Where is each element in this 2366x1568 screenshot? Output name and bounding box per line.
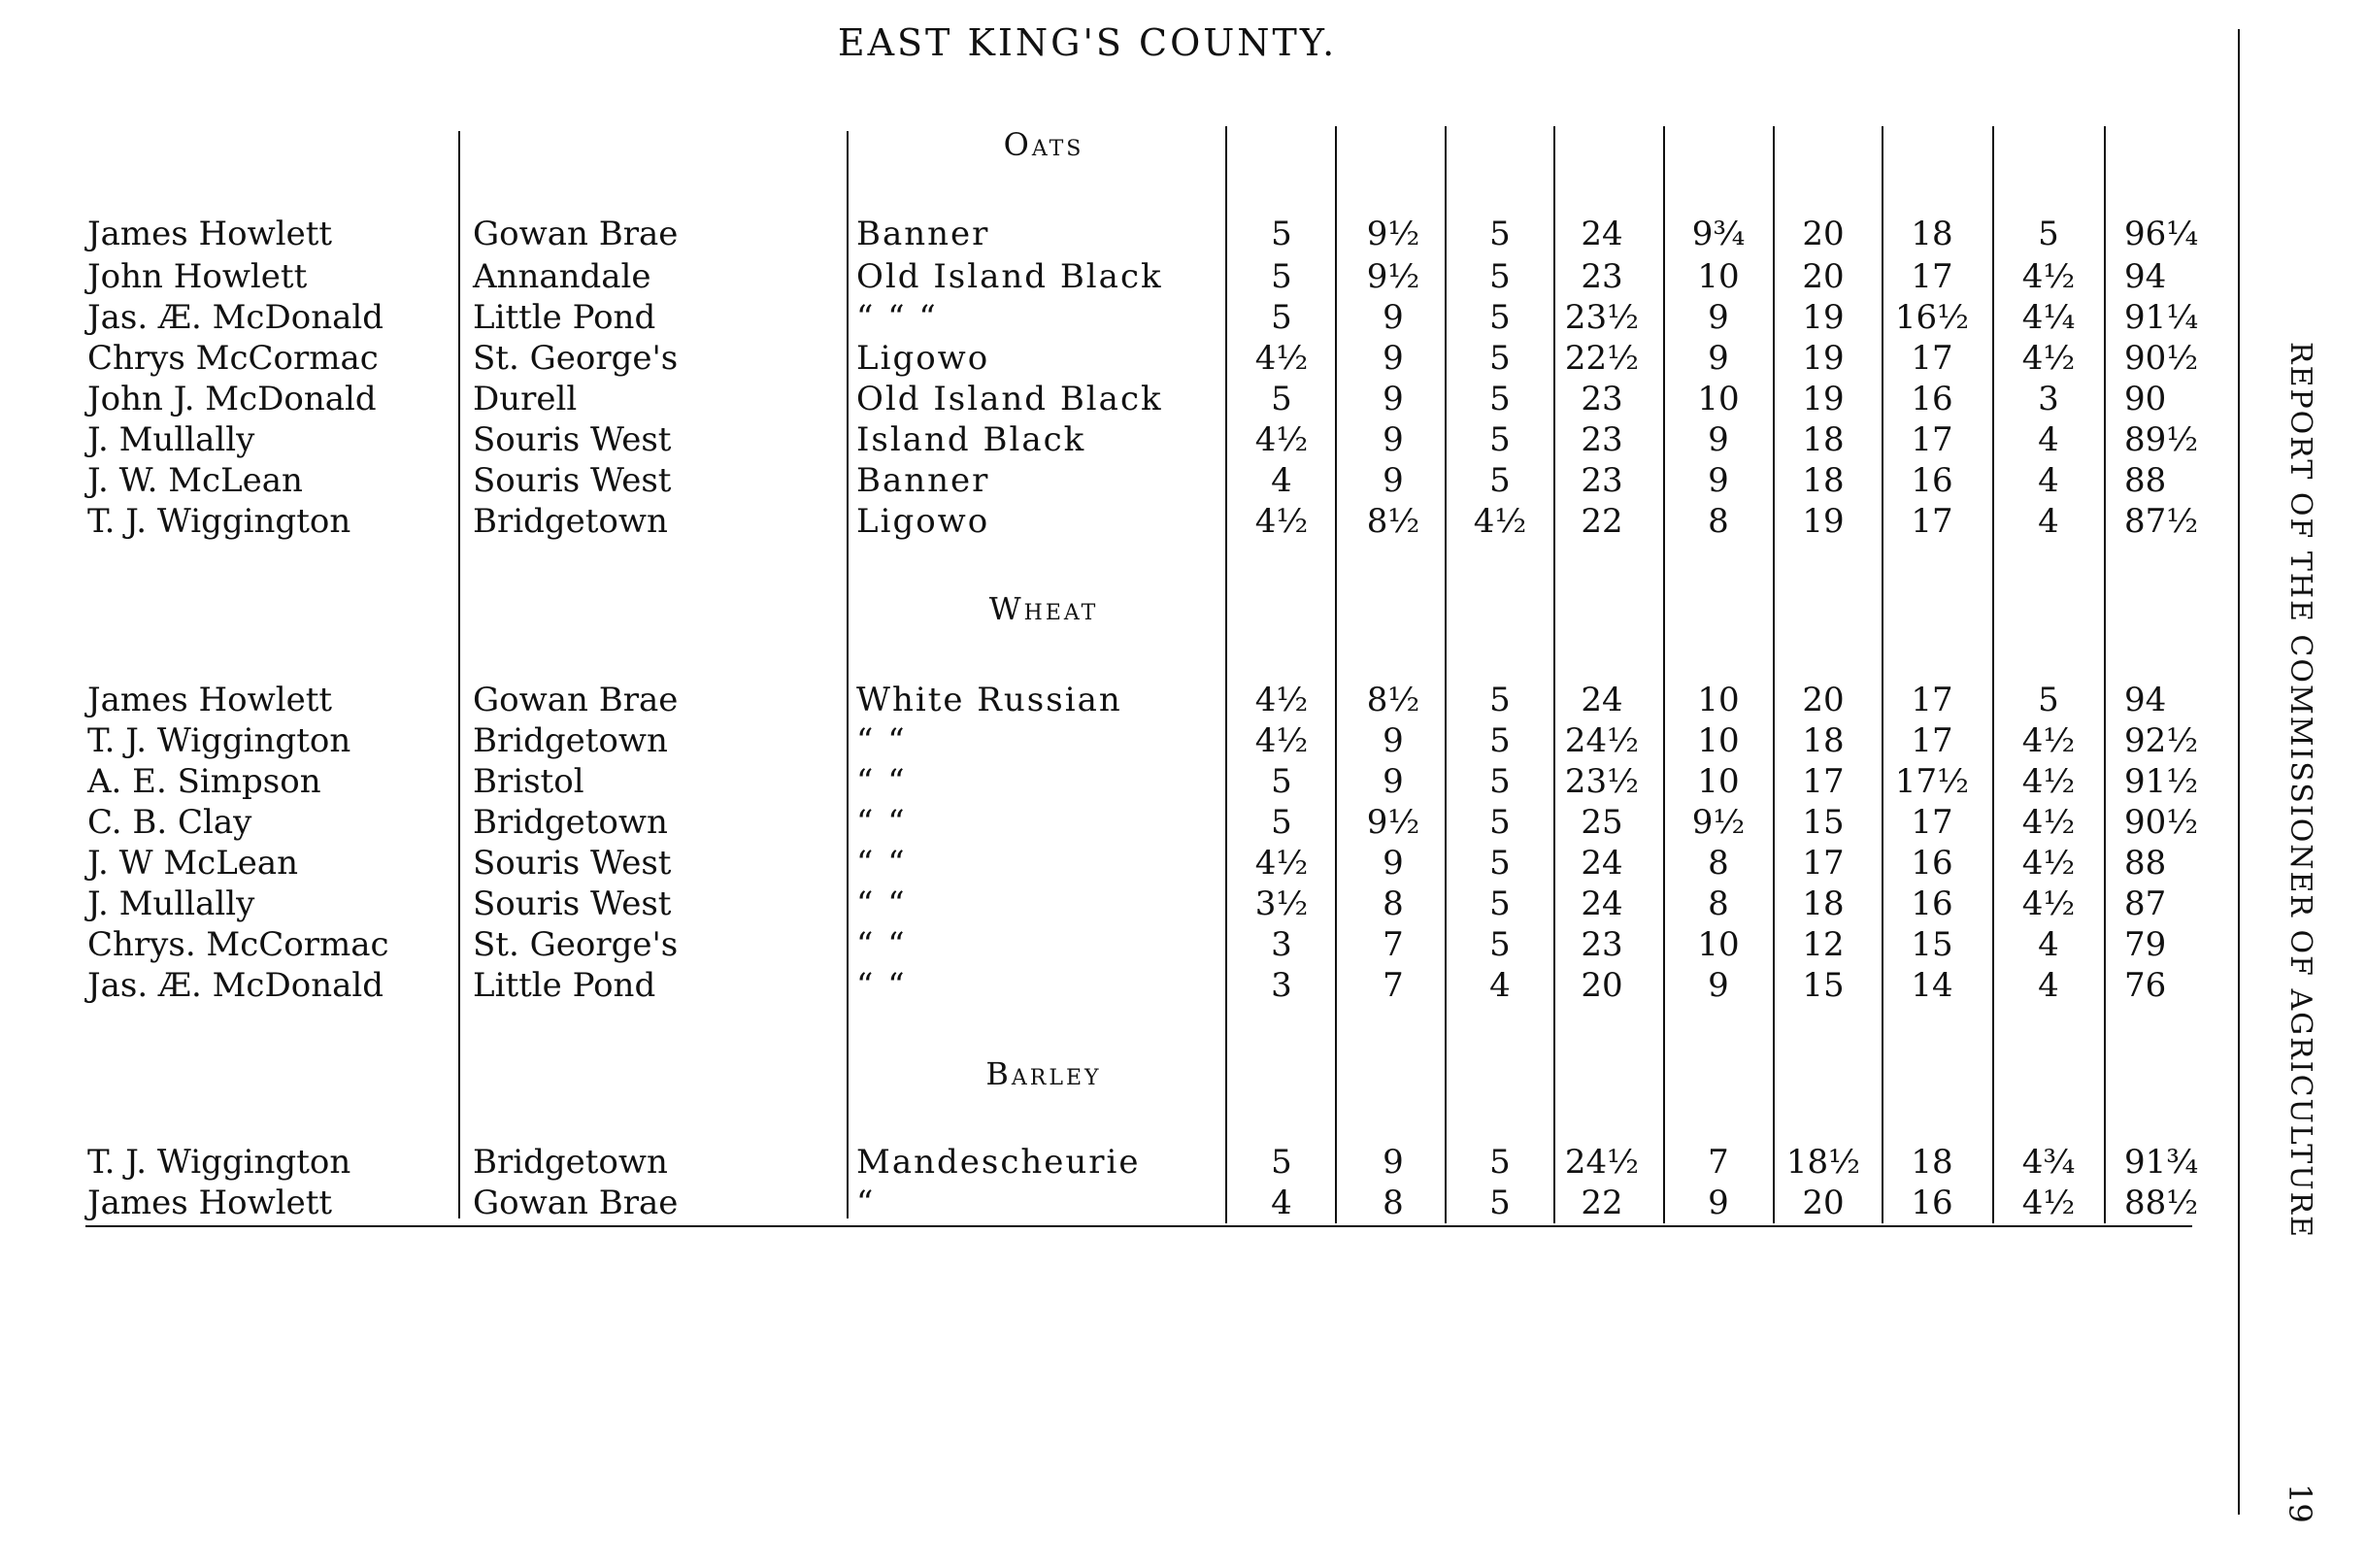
locality: Bristol bbox=[473, 762, 584, 801]
locality: Durell bbox=[473, 380, 578, 418]
farmer-name: John J. McDonald bbox=[87, 380, 377, 418]
total-score: 87½ bbox=[2124, 502, 2199, 541]
total-score: 76 bbox=[2124, 966, 2167, 1005]
score-6: 20 bbox=[1802, 215, 1845, 253]
table-row bbox=[0, 1142, 2233, 1183]
table-row bbox=[0, 884, 2233, 924]
total-score: 79 bbox=[2124, 925, 2167, 964]
score-2: 9 bbox=[1383, 721, 1404, 760]
score-2: 9 bbox=[1383, 844, 1404, 883]
score-2: 8½ bbox=[1366, 502, 1420, 541]
score-1: 5 bbox=[1271, 257, 1292, 296]
score-6: 18 bbox=[1802, 884, 1845, 923]
score-8: 4 bbox=[2038, 966, 2059, 1005]
locality: Gowan Brae bbox=[473, 681, 679, 719]
score-4: 24 bbox=[1581, 884, 1623, 923]
variety: “ “ bbox=[856, 966, 907, 1005]
locality: Gowan Brae bbox=[473, 215, 679, 253]
score-5: 9 bbox=[1708, 966, 1729, 1005]
farmer-name: James Howlett bbox=[87, 1184, 333, 1222]
score-4: 24 bbox=[1581, 681, 1623, 719]
score-6: 12 bbox=[1802, 925, 1845, 964]
score-7: 16 bbox=[1911, 884, 1953, 923]
farmer-name: T. J. Wiggington bbox=[87, 1143, 351, 1182]
locality: Little Pond bbox=[473, 298, 656, 337]
variety: Island Black bbox=[856, 420, 1086, 459]
locality: Souris West bbox=[473, 420, 672, 459]
score-1: 3 bbox=[1271, 925, 1292, 964]
variety: Old Island Black bbox=[856, 257, 1163, 296]
variety: Banner bbox=[856, 461, 990, 500]
table-row bbox=[0, 419, 2233, 460]
total-score: 88 bbox=[2124, 844, 2167, 883]
table-row bbox=[0, 256, 2233, 297]
score-1: 5 bbox=[1271, 803, 1292, 842]
total-score: 91½ bbox=[2124, 762, 2199, 801]
score-7: 18 bbox=[1911, 1143, 1953, 1182]
score-7: 18 bbox=[1911, 215, 1953, 253]
farmer-name: Chrys McCormac bbox=[87, 339, 379, 378]
score-6: 20 bbox=[1802, 257, 1845, 296]
score-1: 3 bbox=[1271, 966, 1292, 1005]
score-3: 5 bbox=[1489, 925, 1511, 964]
farmer-name: T. J. Wiggington bbox=[87, 502, 351, 541]
locality: Gowan Brae bbox=[473, 1184, 679, 1222]
score-4: 24 bbox=[1581, 844, 1623, 883]
total-score: 94 bbox=[2124, 257, 2167, 296]
total-score: 92½ bbox=[2124, 721, 2199, 760]
table-row bbox=[0, 379, 2233, 419]
farmer-name: John Howlett bbox=[87, 257, 308, 296]
total-score: 94 bbox=[2124, 681, 2167, 719]
table-row bbox=[0, 1183, 2233, 1223]
score-5: 9 bbox=[1708, 1184, 1729, 1222]
score-7: 17 bbox=[1911, 721, 1953, 760]
score-2: 9 bbox=[1383, 762, 1404, 801]
locality: Annandale bbox=[473, 257, 651, 296]
table-row bbox=[0, 965, 2233, 1006]
locality: St. George's bbox=[473, 339, 679, 378]
score-8: 4 bbox=[2038, 420, 2059, 459]
page-number: 19 bbox=[2282, 1484, 2318, 1523]
score-6: 18 bbox=[1802, 721, 1845, 760]
farmer-name: James Howlett bbox=[87, 681, 333, 719]
score-8: 4 bbox=[2038, 925, 2059, 964]
score-1: 4 bbox=[1271, 1184, 1292, 1222]
score-2: 7 bbox=[1383, 966, 1404, 1005]
score-5: 9 bbox=[1708, 298, 1729, 337]
section-heading-barley: Barley bbox=[985, 1055, 1102, 1092]
score-7: 17 bbox=[1911, 257, 1953, 296]
score-3: 5 bbox=[1489, 298, 1511, 337]
total-score: 91¼ bbox=[2124, 298, 2199, 337]
score-1: 5 bbox=[1271, 762, 1292, 801]
score-4: 23 bbox=[1581, 461, 1623, 500]
score-5: 10 bbox=[1697, 721, 1740, 760]
score-2: 7 bbox=[1383, 925, 1404, 964]
score-7: 17 bbox=[1911, 420, 1953, 459]
score-1: 5 bbox=[1271, 1143, 1292, 1182]
score-8: 4½ bbox=[2021, 844, 2076, 883]
score-6: 19 bbox=[1802, 380, 1845, 418]
score-3: 4 bbox=[1489, 966, 1511, 1005]
score-1: 4½ bbox=[1254, 339, 1309, 378]
score-5: 7 bbox=[1708, 1143, 1729, 1182]
score-4: 23 bbox=[1581, 420, 1623, 459]
score-2: 9½ bbox=[1366, 215, 1420, 253]
table-row bbox=[0, 802, 2233, 843]
score-6: 20 bbox=[1802, 1184, 1845, 1222]
variety: Banner bbox=[856, 215, 990, 253]
score-5: 8 bbox=[1708, 844, 1729, 883]
variety: Ligowo bbox=[856, 502, 990, 541]
score-5: 9½ bbox=[1691, 803, 1746, 842]
score-4: 25 bbox=[1581, 803, 1623, 842]
score-7: 16 bbox=[1911, 1184, 1953, 1222]
score-7: 16 bbox=[1911, 461, 1953, 500]
running-head: REPORT OF THE COMMISSIONER OF AGRICULTURE bbox=[2283, 342, 2317, 1240]
score-2: 9 bbox=[1383, 420, 1404, 459]
score-2: 9 bbox=[1383, 1143, 1404, 1182]
score-8: 4½ bbox=[2021, 884, 2076, 923]
table-row bbox=[0, 924, 2233, 965]
score-1: 4½ bbox=[1254, 844, 1309, 883]
locality: Souris West bbox=[473, 461, 672, 500]
table-row bbox=[0, 843, 2233, 884]
score-7: 16 bbox=[1911, 380, 1953, 418]
score-8: 4 bbox=[2038, 502, 2059, 541]
variety: “ “ bbox=[856, 925, 907, 964]
score-2: 9 bbox=[1383, 298, 1404, 337]
score-8: 5 bbox=[2038, 681, 2059, 719]
score-7: 17½ bbox=[1894, 762, 1970, 801]
score-5: 10 bbox=[1697, 681, 1740, 719]
locality: Souris West bbox=[473, 884, 672, 923]
table-row bbox=[0, 720, 2233, 761]
score-3: 5 bbox=[1489, 844, 1511, 883]
variety: “ “ bbox=[856, 844, 907, 883]
score-7: 16½ bbox=[1894, 298, 1970, 337]
score-3: 5 bbox=[1489, 215, 1511, 253]
score-8: 4½ bbox=[2021, 339, 2076, 378]
variety: “ “ bbox=[856, 803, 907, 842]
table-row bbox=[0, 761, 2233, 802]
score-5: 9¾ bbox=[1691, 215, 1746, 253]
score-5: 9 bbox=[1708, 339, 1729, 378]
farmer-name: Chrys. McCormac bbox=[87, 925, 389, 964]
farmer-name: T. J. Wiggington bbox=[87, 721, 351, 760]
variety: Old Island Black bbox=[856, 380, 1163, 418]
score-3: 5 bbox=[1489, 380, 1511, 418]
score-6: 19 bbox=[1802, 502, 1845, 541]
locality: Bridgetown bbox=[473, 803, 668, 842]
farmer-name: Jas. Æ. McDonald bbox=[87, 966, 384, 1005]
score-6: 15 bbox=[1802, 803, 1845, 842]
score-2: 9 bbox=[1383, 461, 1404, 500]
score-3: 5 bbox=[1489, 721, 1511, 760]
farmer-name: Jas. Æ. McDonald bbox=[87, 298, 384, 337]
variety: “ “ “ bbox=[856, 298, 938, 337]
score-3: 5 bbox=[1489, 681, 1511, 719]
score-7: 15 bbox=[1911, 925, 1953, 964]
score-2: 9½ bbox=[1366, 803, 1420, 842]
score-5: 10 bbox=[1697, 925, 1740, 964]
score-3: 5 bbox=[1489, 339, 1511, 378]
farmer-name: J. W. McLean bbox=[87, 461, 303, 500]
total-score: 89½ bbox=[2124, 420, 2199, 459]
score-3: 5 bbox=[1489, 257, 1511, 296]
score-4: 24½ bbox=[1564, 1143, 1640, 1182]
score-1: 5 bbox=[1271, 298, 1292, 337]
page-title: EAST KING'S COUNTY. bbox=[837, 21, 1338, 64]
score-6: 19 bbox=[1802, 298, 1845, 337]
score-6: 20 bbox=[1802, 681, 1845, 719]
table-row bbox=[0, 297, 2233, 338]
score-4: 23½ bbox=[1564, 762, 1640, 801]
score-4: 24 bbox=[1581, 215, 1623, 253]
score-8: 4½ bbox=[2021, 721, 2076, 760]
score-3: 5 bbox=[1489, 762, 1511, 801]
score-7: 16 bbox=[1911, 844, 1953, 883]
locality: Bridgetown bbox=[473, 1143, 668, 1182]
table-row bbox=[0, 501, 2233, 542]
score-7: 17 bbox=[1911, 803, 1953, 842]
score-8: 4½ bbox=[2021, 1184, 2076, 1222]
score-4: 22½ bbox=[1564, 339, 1640, 378]
score-5: 10 bbox=[1697, 762, 1740, 801]
farmer-name: C. B. Clay bbox=[87, 803, 252, 842]
total-score: 91¾ bbox=[2124, 1143, 2199, 1182]
score-2: 8½ bbox=[1366, 681, 1420, 719]
score-6: 18½ bbox=[1785, 1143, 1861, 1182]
score-2: 9 bbox=[1383, 339, 1404, 378]
locality: Bridgetown bbox=[473, 502, 668, 541]
score-7: 14 bbox=[1911, 966, 1953, 1005]
variety: Ligowo bbox=[856, 339, 990, 378]
score-1: 4½ bbox=[1254, 502, 1309, 541]
score-5: 9 bbox=[1708, 461, 1729, 500]
score-7: 17 bbox=[1911, 681, 1953, 719]
score-7: 17 bbox=[1911, 502, 1953, 541]
variety: “ “ bbox=[856, 721, 907, 760]
score-2: 9 bbox=[1383, 380, 1404, 418]
score-3: 5 bbox=[1489, 884, 1511, 923]
score-2: 9½ bbox=[1366, 257, 1420, 296]
score-7: 17 bbox=[1911, 339, 1953, 378]
total-score: 88 bbox=[2124, 461, 2167, 500]
total-score: 96¼ bbox=[2124, 215, 2199, 253]
score-6: 18 bbox=[1802, 461, 1845, 500]
total-score: 90½ bbox=[2124, 803, 2199, 842]
score-8: 4¼ bbox=[2021, 298, 2076, 337]
total-score: 87 bbox=[2124, 884, 2167, 923]
variety: “ bbox=[856, 1184, 876, 1222]
section-heading-oats: Oats bbox=[1003, 126, 1084, 163]
score-1: 5 bbox=[1271, 215, 1292, 253]
farmer-name: J. W McLean bbox=[87, 844, 299, 883]
score-5: 10 bbox=[1697, 380, 1740, 418]
score-4: 23 bbox=[1581, 925, 1623, 964]
variety: “ “ bbox=[856, 884, 907, 923]
score-6: 17 bbox=[1802, 844, 1845, 883]
farmer-name: J. Mullally bbox=[87, 420, 255, 459]
score-1: 5 bbox=[1271, 380, 1292, 418]
score-3: 4½ bbox=[1473, 502, 1527, 541]
locality: St. George's bbox=[473, 925, 679, 964]
variety: White Russian bbox=[856, 681, 1122, 719]
score-4: 23 bbox=[1581, 380, 1623, 418]
variety: “ “ bbox=[856, 762, 907, 801]
score-5: 9 bbox=[1708, 420, 1729, 459]
score-4: 22 bbox=[1581, 502, 1623, 541]
score-2: 8 bbox=[1383, 1184, 1404, 1222]
score-8: 4½ bbox=[2021, 803, 2076, 842]
score-5: 8 bbox=[1708, 884, 1729, 923]
table-row bbox=[0, 460, 2233, 501]
score-4: 22 bbox=[1581, 1184, 1623, 1222]
score-4: 23 bbox=[1581, 257, 1623, 296]
score-3: 5 bbox=[1489, 1184, 1511, 1222]
score-4: 20 bbox=[1581, 966, 1623, 1005]
score-6: 15 bbox=[1802, 966, 1845, 1005]
score-6: 19 bbox=[1802, 339, 1845, 378]
score-3: 5 bbox=[1489, 420, 1511, 459]
variety: Mandescheurie bbox=[856, 1143, 1141, 1182]
score-8: 4¾ bbox=[2021, 1143, 2076, 1182]
table-row bbox=[0, 338, 2233, 379]
score-2: 8 bbox=[1383, 884, 1404, 923]
table-row bbox=[0, 214, 2233, 254]
score-1: 3½ bbox=[1254, 884, 1309, 923]
score-1: 4½ bbox=[1254, 681, 1309, 719]
locality: Bridgetown bbox=[473, 721, 668, 760]
total-score: 88½ bbox=[2124, 1184, 2199, 1222]
score-6: 18 bbox=[1802, 420, 1845, 459]
total-score: 90 bbox=[2124, 380, 2167, 418]
farmer-name: James Howlett bbox=[87, 215, 333, 253]
score-1: 4½ bbox=[1254, 721, 1309, 760]
score-3: 5 bbox=[1489, 1143, 1511, 1182]
score-4: 24½ bbox=[1564, 721, 1640, 760]
locality: Little Pond bbox=[473, 966, 656, 1005]
score-8: 4 bbox=[2038, 461, 2059, 500]
score-6: 17 bbox=[1802, 762, 1845, 801]
score-5: 8 bbox=[1708, 502, 1729, 541]
farmer-name: A. E. Simpson bbox=[87, 762, 321, 801]
score-8: 4½ bbox=[2021, 762, 2076, 801]
margin-rule bbox=[2238, 29, 2240, 1515]
score-4: 23½ bbox=[1564, 298, 1640, 337]
section-heading-wheat: Wheat bbox=[988, 590, 1099, 627]
score-3: 5 bbox=[1489, 803, 1511, 842]
score-8: 5 bbox=[2038, 215, 2059, 253]
table-row bbox=[0, 680, 2233, 720]
score-1: 4 bbox=[1271, 461, 1292, 500]
locality: Souris West bbox=[473, 844, 672, 883]
score-3: 5 bbox=[1489, 461, 1511, 500]
farmer-name: J. Mullally bbox=[87, 884, 255, 923]
total-score: 90½ bbox=[2124, 339, 2199, 378]
table-bottom-rule bbox=[85, 1225, 2192, 1227]
score-8: 4½ bbox=[2021, 257, 2076, 296]
score-8: 3 bbox=[2038, 380, 2059, 418]
score-1: 4½ bbox=[1254, 420, 1309, 459]
score-5: 10 bbox=[1697, 257, 1740, 296]
